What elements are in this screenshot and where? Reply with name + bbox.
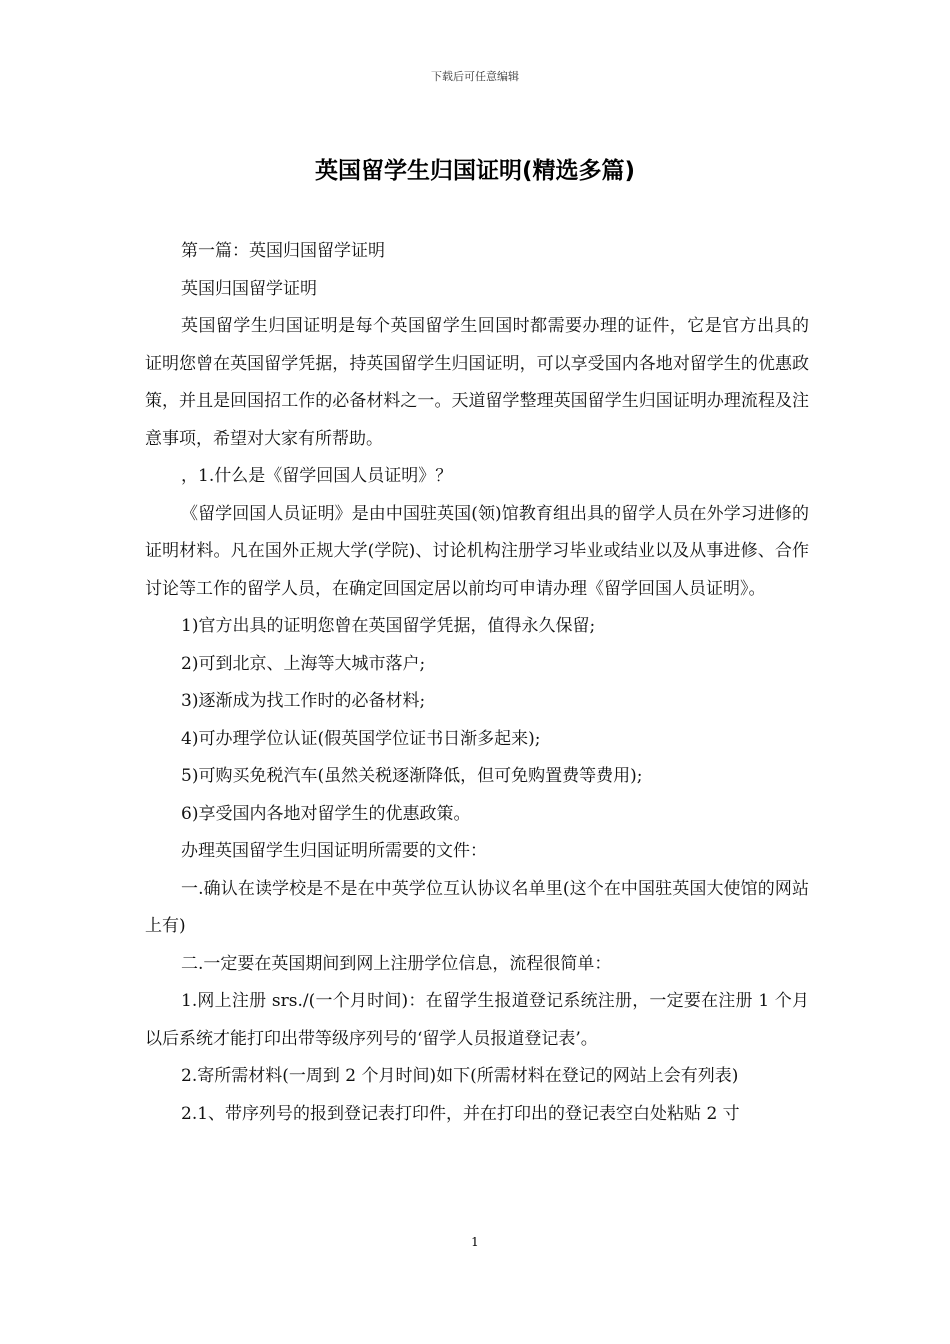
benefit-item: 2)可到北京、上海等大城市落户;	[181, 653, 426, 674]
benefit-item: 1)官方出具的证明您曾在英国留学凭据，值得永久保留;	[181, 616, 596, 636]
substep-paragraph: 1.网上注册 srs./(一个月时间)：在留学生报道登记系统注册，一定要在注册 1 个月以后系统才能打印出带等级序列号的‘留学人员报道登记表’。	[145, 991, 809, 1049]
benefit-item: 6)享受国内各地对留学生的优惠政策。	[181, 803, 471, 824]
step-paragraph: 一.确认在读学校是不是在中英学位互认协议名单里(这个在中国驻英国大使馆的网站上有)	[145, 878, 809, 936]
benefit-item: 5)可购买免税汽车(虽然关税逐渐降低，但可免购置费等费用);	[181, 766, 643, 786]
substep-paragraph: 2.1、带序列号的报到登记表打印件，并在打印出的登记表空白处粘贴 2 寸	[181, 1103, 740, 1124]
benefit-item: 3)逐渐成为找工作时的必备材料;	[181, 691, 426, 711]
documents-heading: 办理英国留学生归国证明所需要的文件：	[181, 841, 487, 861]
step-paragraph: 二.一定要在英国期间到网上注册学位信息，流程很简单：	[181, 953, 612, 974]
benefit-item: 4)可办理学位认证(假英国学位证书日渐多起来);	[181, 728, 541, 749]
intro-paragraph: 英国留学生归国证明是每个英国留学生回国时都需要办理的证件，它是官方出具的证明您曾在英国留学凭据，持英国留学生归国证明，可以享受国内各地对留学生的优惠政策，并且是回国招工作的必备材料之一。天道留学整理英国留学生归国证明办理流程及注意事项，希望对大家有所帮助。	[145, 316, 809, 449]
substep-paragraph: 2.寄所需材料(一周到 2 个月时间)如下(所需材料在登记的网站上会有列表)	[181, 1066, 739, 1086]
document-title: 英国留学生归国证明(精选多篇)	[314, 158, 636, 184]
section-heading: 第一篇：英国归国留学证明	[181, 241, 385, 261]
page-header-note: 下载后可任意编辑	[431, 70, 519, 83]
subheading: 英国归国留学证明	[181, 278, 317, 299]
page-number: 1	[471, 1235, 479, 1249]
document-body	[145, 233, 809, 1133]
question-heading: ，1.什么是《留学回国人员证明》？	[181, 466, 453, 486]
definition-paragraph: 《留学回国人员证明》是由中国驻英国(领)馆教育组出具的留学人员在外学习进修的证明材料。凡在国外正规大学(学院)、讨论机构注册学习毕业或结业以及从事进修、合作讨论等工作的留学人员，在确定回国定居以前均可申请办理《留学回国人员证明》。	[145, 503, 809, 599]
